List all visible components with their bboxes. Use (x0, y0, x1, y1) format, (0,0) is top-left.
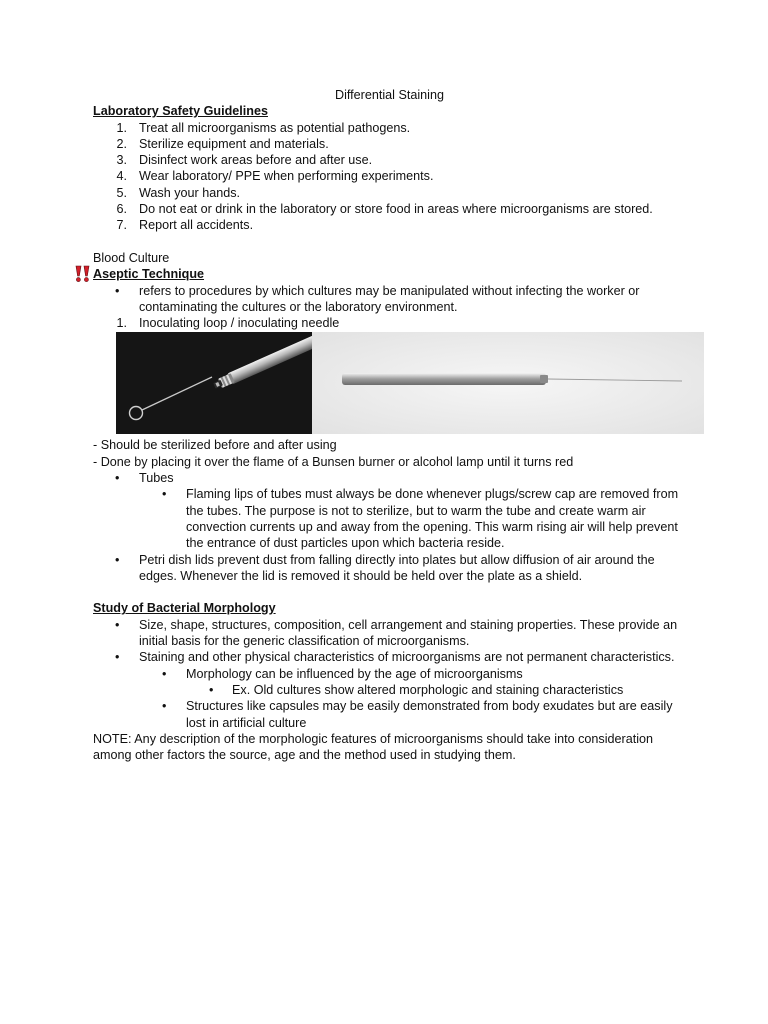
list-number: 5. (116, 185, 127, 200)
inoculating-needle-image (312, 332, 704, 434)
spacer (93, 234, 683, 250)
safety-heading: Laboratory Safety Guidelines (93, 104, 268, 119)
list-number: 7. (116, 218, 127, 233)
list-item-text: Sterilize equipment and materials. (139, 136, 329, 151)
bullet: • (162, 699, 167, 714)
list-number: 6. (116, 202, 127, 217)
list-number: 1. (116, 120, 127, 135)
list-item (93, 470, 683, 486)
list-item (93, 649, 683, 665)
bullet: • (115, 552, 120, 567)
list-item-text: Report all accidents. (139, 218, 254, 233)
list-item-text: Size, shape, structures, composition, cell arrangement and staining properties. These provide an initial basis for the generic classification of microorganisms. (139, 617, 678, 649)
list-item-text: Ex. Old cultures show altered morphologic and staining characteristics (232, 682, 624, 697)
list-item (93, 682, 683, 698)
list-item (93, 617, 683, 650)
list-item-text: Treat all microorganisms as potential pathogens. (139, 120, 411, 135)
list-item (93, 552, 683, 585)
list-item (93, 315, 683, 331)
list-item (93, 217, 683, 233)
list-item (93, 185, 683, 201)
bullet: • (162, 666, 167, 681)
morphology-note: NOTE: Any description of the morphologic features of microorganisms should take into consideration among other factors the source, age and the method used in studying them. (93, 731, 654, 763)
bullet: • (162, 487, 167, 502)
inoculating-loop-image (116, 332, 312, 434)
list-item (93, 486, 683, 551)
list-item (93, 120, 683, 136)
blood-culture-label: Blood Culture (93, 250, 170, 265)
double-exclamation-icon (73, 265, 93, 283)
list-number: 3. (116, 153, 127, 168)
spacer (93, 584, 683, 600)
note-line: - Should be sterilized before and after using (93, 438, 337, 453)
list-item-text: Tubes (139, 471, 174, 486)
bullet: • (209, 682, 214, 697)
list-number: 2. (116, 136, 127, 151)
inoculating-tools-images (116, 332, 704, 434)
bullet: • (115, 471, 120, 486)
list-number: 1. (116, 316, 127, 331)
list-item-text: Structures like capsules may be easily demonstrated from body exudates but are easily lost in artificial culture (186, 699, 673, 730)
bullet: • (115, 650, 120, 665)
bullet: • (115, 283, 120, 298)
list-number: 4. (116, 169, 127, 184)
list-item (93, 152, 683, 168)
document-page (93, 87, 683, 763)
list-item-text: Petri dish lids prevent dust from falling directly into plates but allow diffusion of air around the edges. Whenever the lid is removed it should be held over the plate as a shield. (139, 552, 655, 583)
list-item-text: Inoculating loop / inoculating needle (139, 316, 340, 331)
morphology-heading: Study of Bacterial Morphology (93, 601, 276, 616)
list-item (93, 136, 683, 152)
document-title: Differential Staining (335, 88, 444, 102)
aseptic-heading: Aseptic Technique (93, 267, 205, 282)
list-item-text: Wear laboratory/ PPE when performing experiments. (139, 169, 434, 184)
note-line: - Done by placing it over the flame of a Bunsen burner or alcohol lamp until it turns red (93, 454, 574, 469)
list-item (93, 666, 683, 682)
list-item-text: Staining and other physical characteristics of microorganisms are not permanent characteristics. (139, 650, 675, 665)
list-item (93, 283, 683, 316)
list-item (93, 698, 683, 731)
list-item-text: Do not eat or drink in the laboratory or store food in areas where microorganisms are stored. (139, 202, 653, 217)
list-item-text: Wash your hands. (139, 185, 241, 200)
list-item-text: refers to procedures by which cultures may be manipulated without infecting the worker or contaminating the cultures or the laboratory environment. (139, 283, 640, 314)
list-item (93, 168, 683, 184)
bullet: • (115, 617, 120, 632)
list-item (93, 201, 683, 217)
list-item-text: Flaming lips of tubes must always be done whenever plugs/screw cap are removed from the tubes. The purpose is not to sterilize, but to warm the tube and create warm air convection currents up and away from the opening. This warm rising air will help prevent the entrance of dust particles upon which bacteria reside. (186, 487, 679, 551)
list-item-text: Disinfect work areas before and after use. (139, 153, 373, 168)
list-item-text: Morphology can be influenced by the age of microorganisms (186, 666, 523, 681)
aseptic-heading-wrap (93, 266, 683, 282)
